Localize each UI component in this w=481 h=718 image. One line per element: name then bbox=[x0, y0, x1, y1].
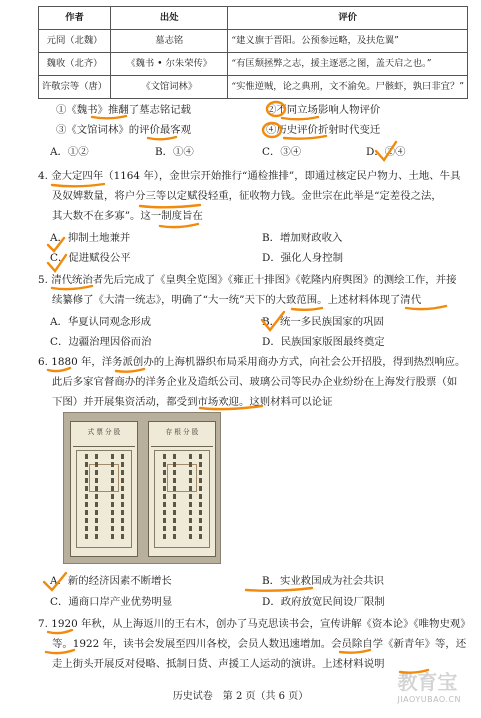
table-cell: 魏收（北齐） bbox=[39, 53, 111, 76]
watermark-logo bbox=[397, 670, 461, 705]
q4-stem-line2: 及奴婢数量，将户分三等以定赋役轻重，征收物力钱。金世宗在此举是“定差役之法， bbox=[52, 190, 442, 202]
table-cell: “有匡颓拯弊之志，援主逐恶之图，盖天启之也。” bbox=[228, 53, 468, 76]
q6-option-b[interactable]: B．实业救国成为社会共识 bbox=[262, 575, 384, 587]
table-header: 出处 bbox=[111, 7, 228, 30]
table-header: 作者 bbox=[39, 7, 111, 30]
q4-option-a[interactable]: A．抑制土地兼并 bbox=[50, 232, 131, 244]
q3-item-3: ③《文馆词林》的评价最客观 bbox=[56, 124, 192, 136]
pen-underline bbox=[246, 588, 312, 591]
q7-stem-line1: 7. 1920 年秋，从上海返川的王右木，创办了马克思读书会，宣传讲解《资本论》《唯物史观》 bbox=[38, 618, 471, 630]
pen-underline bbox=[160, 224, 198, 227]
q4-option-c[interactable]: C．促进赋役公平 bbox=[50, 252, 131, 264]
q3-item-1: ①《魏书》推翻了墓志铭记载 bbox=[56, 104, 192, 116]
q3-option-b[interactable]: B．①④ bbox=[155, 146, 194, 158]
pen-underline bbox=[292, 308, 322, 310]
page-footer: 历史试卷 第 2 页（共 6 页） bbox=[172, 691, 309, 702]
q6-option-d[interactable]: D．政府放宽民间设厂限制 bbox=[262, 596, 385, 608]
q5-option-d[interactable]: D．民族国家版图最终奠定 bbox=[262, 336, 385, 348]
table-row bbox=[39, 76, 468, 99]
q4-stem-line1: 4. 金大定四年（1164 年），金世宗开始推行“通检推排”，即通过核定民户物力、土地、牛具 bbox=[38, 170, 461, 182]
table-cell: 元冏（北魏） bbox=[39, 30, 111, 53]
q4-option-d[interactable]: D．强化人身控制 bbox=[262, 252, 344, 264]
table-header: 评价 bbox=[228, 7, 468, 30]
pen-underline bbox=[140, 205, 200, 207]
q7-stem-line2: 等。1922 年，读书会发展至四川各校，会员人数迅速增加。会员除自学《新青年》等，还 bbox=[52, 638, 467, 650]
certificate-heading: 式 票 分 股 bbox=[73, 428, 135, 447]
q3-option-c[interactable]: C．③④ bbox=[262, 146, 302, 158]
table-header-row bbox=[39, 7, 468, 30]
q6-option-c[interactable]: C．通商口岸产业优势明显 bbox=[50, 596, 173, 608]
q4-stem-line3: 其大数不在多寡”。这一制度旨在 bbox=[52, 210, 203, 222]
q5-option-b[interactable]: B．统一多民族国家的巩固 bbox=[262, 316, 384, 328]
q3-item-2: ②不同立场影响人物评价 bbox=[266, 104, 381, 116]
q6-option-a[interactable]: A．新的经济因素不断增长 bbox=[50, 575, 172, 587]
certificate-heading: 存 根 分 股 bbox=[151, 428, 213, 447]
pen-underline bbox=[282, 117, 318, 119]
stock-certificate-image bbox=[63, 412, 221, 564]
q5-stem-line1: 5. 清代统治者先后完成了《皇舆全览图》《雍正十排图》《乾隆内府舆图》的测绘工作，并接 bbox=[38, 274, 457, 286]
source-table bbox=[38, 6, 468, 99]
table-cell: “建义旗于晋阳。公预参远略，及扶危翼” bbox=[228, 30, 468, 53]
q6-stem-line3: 下图）并开展集资活动，都受到市场欢迎。这则材料可以论证 bbox=[52, 396, 333, 408]
table-cell: 《魏书 • 尔朱荣传》 bbox=[111, 53, 228, 76]
q5-option-c[interactable]: C．边疆治理因俗而治 bbox=[50, 336, 152, 348]
q6-stem-line1: 6. 1880 年，洋务派创办的上海机器织布局采用商办方式，向社会公开招股，得到热烈响应。 bbox=[38, 356, 466, 368]
stock-certificate-left bbox=[70, 421, 138, 557]
watermark-url: JIAOYUBAO.CN bbox=[397, 695, 461, 704]
table-cell: 许敬宗等（唐） bbox=[39, 76, 111, 99]
pen-underline bbox=[148, 137, 176, 139]
q7-stem-line3: 走上街头开展反对侵略、抵制日货、声援工人运动的演讲。上述材料说明 bbox=[52, 658, 385, 670]
table-row bbox=[39, 53, 468, 76]
watermark-title: 教育宝 bbox=[397, 670, 458, 694]
table-row bbox=[39, 30, 468, 53]
q5-option-a[interactable]: A．华夏认同观念形成 bbox=[50, 316, 152, 328]
pen-underline bbox=[116, 369, 144, 372]
q3-option-d[interactable]: D．②④ bbox=[366, 146, 406, 158]
table-cell: “实惟逆贼，论之典刑，文不渝免。尸骸虾，孰曰非宜？” bbox=[228, 76, 468, 99]
table-cell: 墓志铭 bbox=[111, 30, 228, 53]
q6-stem-line2: 此后多家官督商办的洋务企业及造纸公司、玻璃公司等民办企业纷纷在上海发行股票（如 bbox=[52, 376, 458, 388]
q4-option-b[interactable]: B．增加财政收入 bbox=[262, 232, 343, 244]
q5-stem-line2: 续纂修了《大清一统志》，明确了“大一统”天下的大致范围。上述材料体现了清代 bbox=[52, 294, 422, 306]
pen-underline bbox=[52, 184, 104, 186]
q3-option-a[interactable]: A．①② bbox=[50, 146, 89, 158]
stock-certificate-right bbox=[148, 421, 216, 557]
table-cell: 《文馆词林》 bbox=[111, 76, 228, 99]
q3-item-4: ④历史评价折射时代变迁 bbox=[266, 124, 381, 136]
